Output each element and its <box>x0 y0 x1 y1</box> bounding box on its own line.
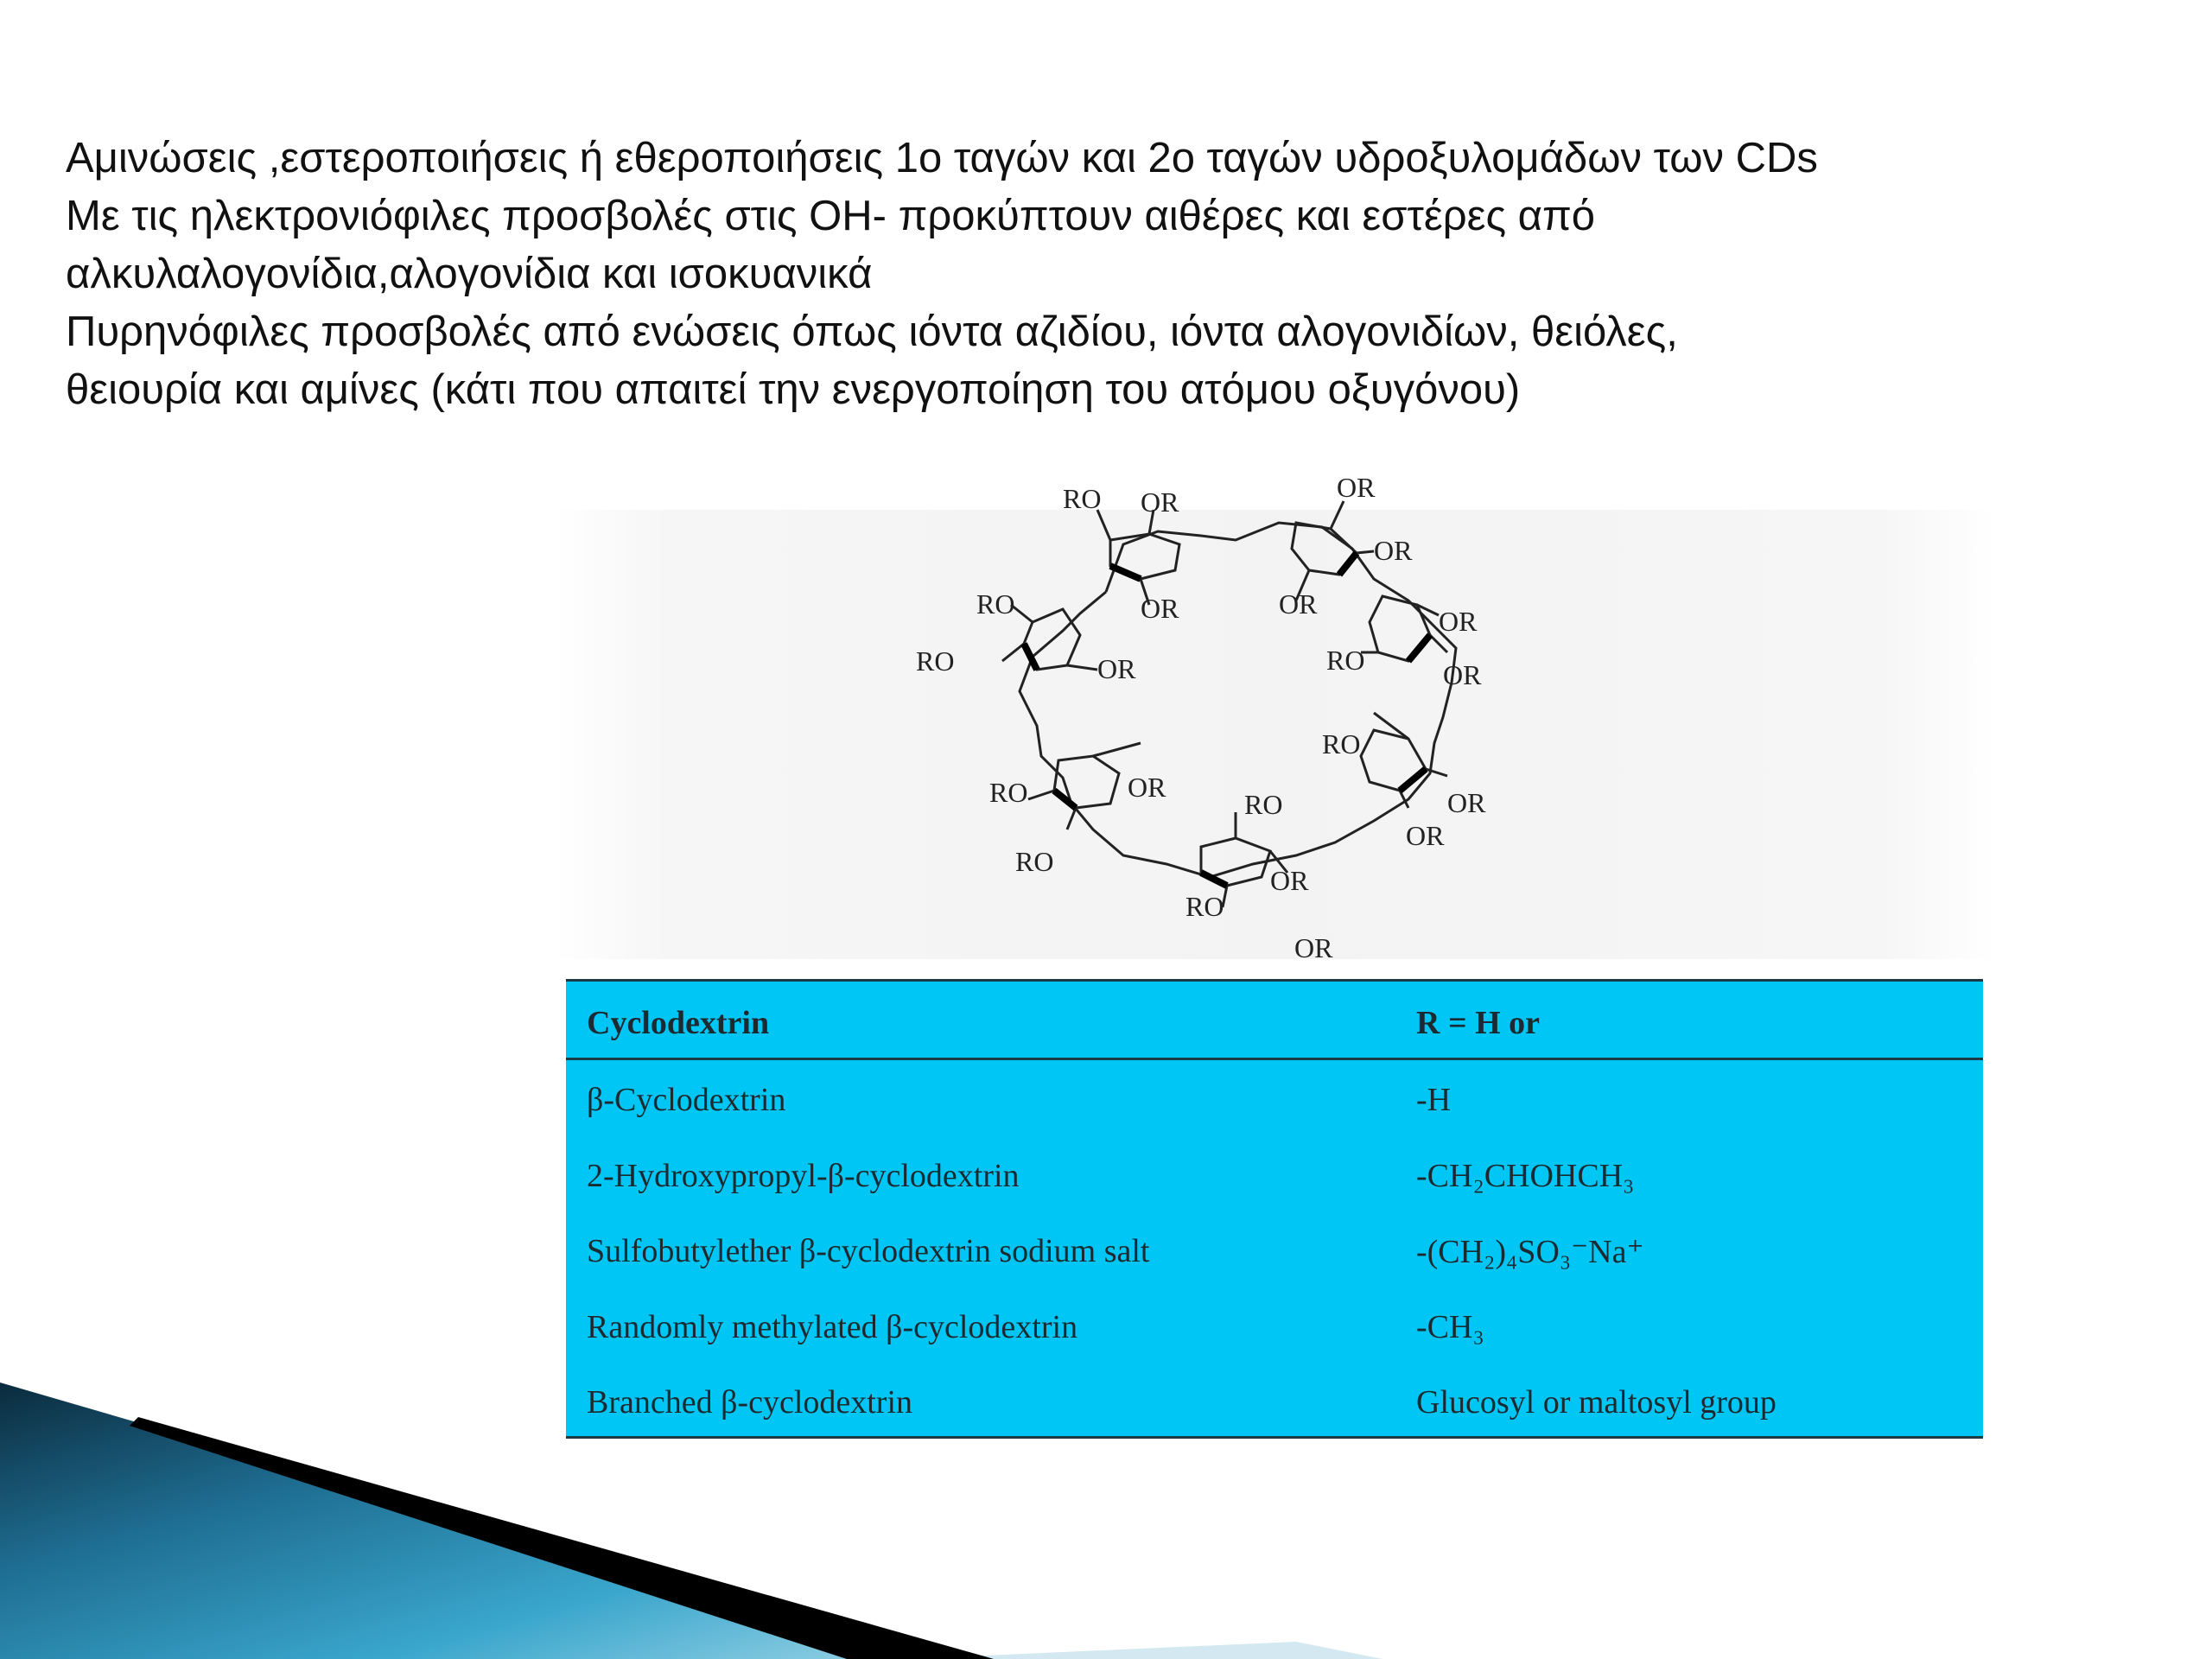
cyclodextrin-ring-svg <box>890 458 1616 976</box>
swoosh-svg <box>0 1382 1382 1659</box>
substituent-label: RO <box>1063 483 1102 514</box>
cell-cyclodextrin: Randomly methylated β-cyclodextrin <box>587 1308 1078 1345</box>
cell-r-group: -H <box>1416 1082 1452 1118</box>
cell-r-group: -CH₂CHOHCH₃ <box>1416 1157 1635 1194</box>
text-line-5: θειουρία και αμίνες (κάτι που απαιτεί την ενεργοποίηση του ατόμου οξυγόνου) <box>66 366 1521 413</box>
substituent-label: OR <box>1270 865 1309 896</box>
table-header-row <box>566 982 1983 1060</box>
cell-cyclodextrin: 2-Hydroxypropyl-β-cyclodextrin <box>587 1157 1020 1194</box>
text-line-2: Με τις ηλεκτρονιόφιλες προσβολές στις ΟΗ- προκύπτουν αιθέρες και εστέρες από <box>66 193 1596 239</box>
corner-swoosh-decoration <box>0 1382 1382 1659</box>
table-row <box>566 1136 1983 1212</box>
substituent-label: OR <box>1337 472 1376 503</box>
substituent-label: RO <box>1015 846 1054 877</box>
substituent-label: OR <box>1443 659 1482 690</box>
cell-r-group: -CH₃ <box>1416 1308 1484 1345</box>
substituent-label: OR <box>1439 606 1478 637</box>
substituent-label: RO <box>916 645 955 677</box>
text-line-3: αλκυλαλογονίδια,αλογονίδια και ισοκυανικά <box>66 251 873 297</box>
text-line-4: Πυρηνόφιλες προσβολές από ενώσεις όπως ιόντα αζιδίου, ιόντα αλογονιδίων, θειόλες, <box>66 308 1678 355</box>
cell-cyclodextrin: Branched β-cyclodextrin <box>587 1384 913 1421</box>
substituent-label: RO <box>1322 728 1361 760</box>
text-line-1: Αμινώσεις ,εστεροποιήσεις ή εθεροποιήσεις 1ο ταγών και 2ο ταγών υδροξυλομάδων των CDs <box>66 135 1818 181</box>
substituent-label: OR <box>1128 772 1166 803</box>
cyclodextrin-structure-diagram <box>890 458 1616 976</box>
substituent-label: OR <box>1279 588 1318 620</box>
substituent-label: OR <box>1406 820 1445 851</box>
slide-body-text <box>66 130 2157 419</box>
substituent-label: OR <box>1141 486 1179 518</box>
substituent-label: RO <box>1244 789 1283 820</box>
substituent-label: OR <box>1097 653 1136 684</box>
cell-cyclodextrin: Sulfobutylether β-cyclodextrin sodium salt <box>587 1233 1150 1269</box>
substituent-label: OR <box>1294 932 1333 963</box>
table-row <box>566 1287 1983 1363</box>
table-row <box>566 1060 1983 1136</box>
substituent-label: RO <box>1326 645 1365 676</box>
table-row <box>566 1211 1983 1287</box>
cell-r-group: Glucosyl or maltosyl group <box>1416 1384 1777 1421</box>
substituent-label: RO <box>1185 891 1224 922</box>
substituent-label: OR <box>1374 535 1413 566</box>
cyclodextrin-table <box>566 979 1983 1439</box>
substituent-label: OR <box>1447 787 1486 818</box>
header-r-group: R = H or <box>1416 1005 1541 1041</box>
substituent-label: RO <box>989 777 1028 808</box>
substituent-label: RO <box>976 588 1015 620</box>
cell-cyclodextrin: β-Cyclodextrin <box>587 1082 786 1118</box>
substituent-label: OR <box>1141 593 1179 624</box>
header-cyclodextrin: Cyclodextrin <box>587 1005 770 1041</box>
cell-r-group: -(CH₂)₄SO₃⁻Na⁺ <box>1416 1234 1644 1270</box>
